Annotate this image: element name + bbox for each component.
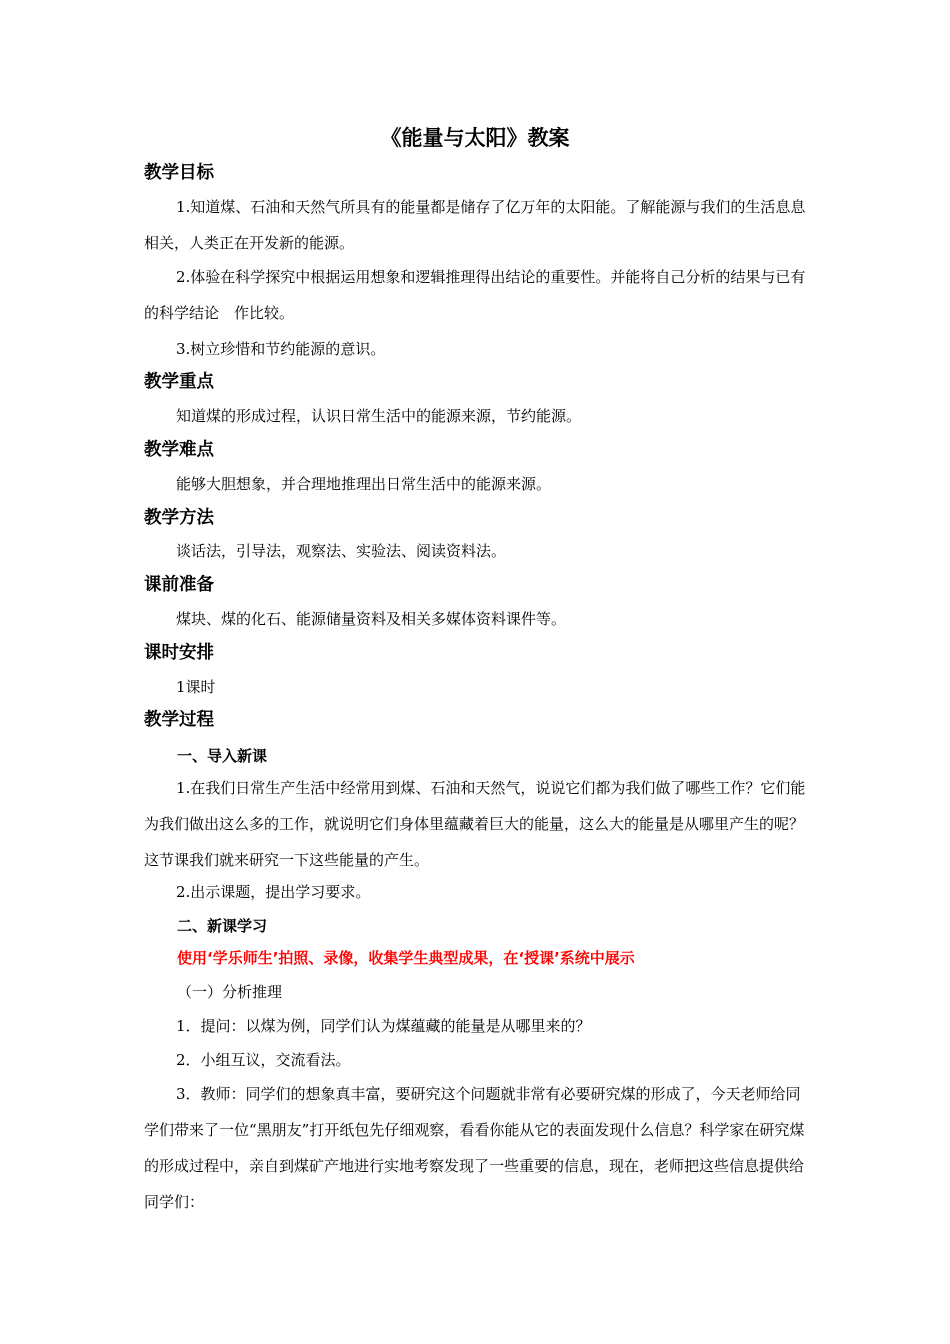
key-points-heading: 教学重点 bbox=[144, 372, 214, 392]
difficulties-text: 能够大胆想象，并合理地推理出日常生活中的能源来源。 bbox=[176, 475, 552, 493]
document-title: 《能量与太阳》教案 bbox=[380, 126, 570, 150]
methods-text: 谈话法，引导法，观察法、实验法、阅读资料法。 bbox=[176, 542, 507, 560]
preparation-text: 煤块、煤的化石、能源储量资料及相关多媒体资料课件等。 bbox=[176, 610, 567, 628]
schedule-text: 1课时 bbox=[176, 678, 216, 696]
goal-item-1: 1.知道煤、石油和天然气所具有的能量都是储存了亿万年的太阳能。了解能源与我们的生活息息相关，人类正在开发新的能源。 bbox=[144, 198, 806, 252]
key-points-text: 知道煤的形成过程，认识日常生活中的能源来源，节约能源。 bbox=[176, 407, 582, 425]
goals-heading: 教学目标 bbox=[144, 163, 214, 183]
intro-item-1: 1.在我们日常生产生活中经常用到煤、石油和天然气，说说它们都为我们做了哪些工作？它们能为我们做出这么多的工作，就说明它们身体里蕴藏着巨大的能量，这么大的能量是从哪里产生的呢？这节课我们就来研究一下这些能量的产生。 bbox=[144, 779, 806, 869]
difficulties-heading: 教学难点 bbox=[144, 440, 214, 460]
intro-heading: 一、导入新课 bbox=[177, 747, 268, 765]
goal-item-3: 3.树立珍惜和节约能源的意识。 bbox=[176, 340, 386, 358]
schedule-heading: 课时安排 bbox=[144, 643, 214, 663]
methods-heading: 教学方法 bbox=[144, 508, 214, 528]
preparation-heading: 课前准备 bbox=[144, 575, 214, 595]
goal-item-2: 2.体验在科学探究中根据运用想象和逻辑推理得出结论的重要性。并能将自己分析的结果与已有的科学结论 作比较。 bbox=[144, 268, 806, 322]
lesson-item-2: 2．小组互议，交流看法。 bbox=[176, 1051, 351, 1069]
lesson-item-3: 3．教师：同学们的想象真丰富，要研究这个问题就非常有必要研究煤的形成了，今天老师给同学们带来了一位“黑朋友”打开纸包先仔细观察，看看你能从它的表面发现什么信息？科学家在研究煤的形成过程中，亲自到煤矿产地进行实地考察发现了一些重要的信息，现在，老师把这些信息提供给同学们： bbox=[144, 1085, 805, 1211]
lesson-item-1: 1．提问：以煤为例，同学们认为煤蕴藏的能量是从哪里来的？ bbox=[176, 1017, 591, 1035]
highlight-note: 使用‘学乐师生’拍照、录像，收集学生典型成果，在‘授课’系统中展示 bbox=[177, 949, 635, 967]
analysis-subheading: （一）分析推理 bbox=[177, 983, 283, 1001]
new-lesson-heading: 二、新课学习 bbox=[177, 917, 268, 935]
intro-item-2: 2.出示课题，提出学习要求。 bbox=[176, 883, 371, 901]
process-heading: 教学过程 bbox=[144, 710, 214, 730]
